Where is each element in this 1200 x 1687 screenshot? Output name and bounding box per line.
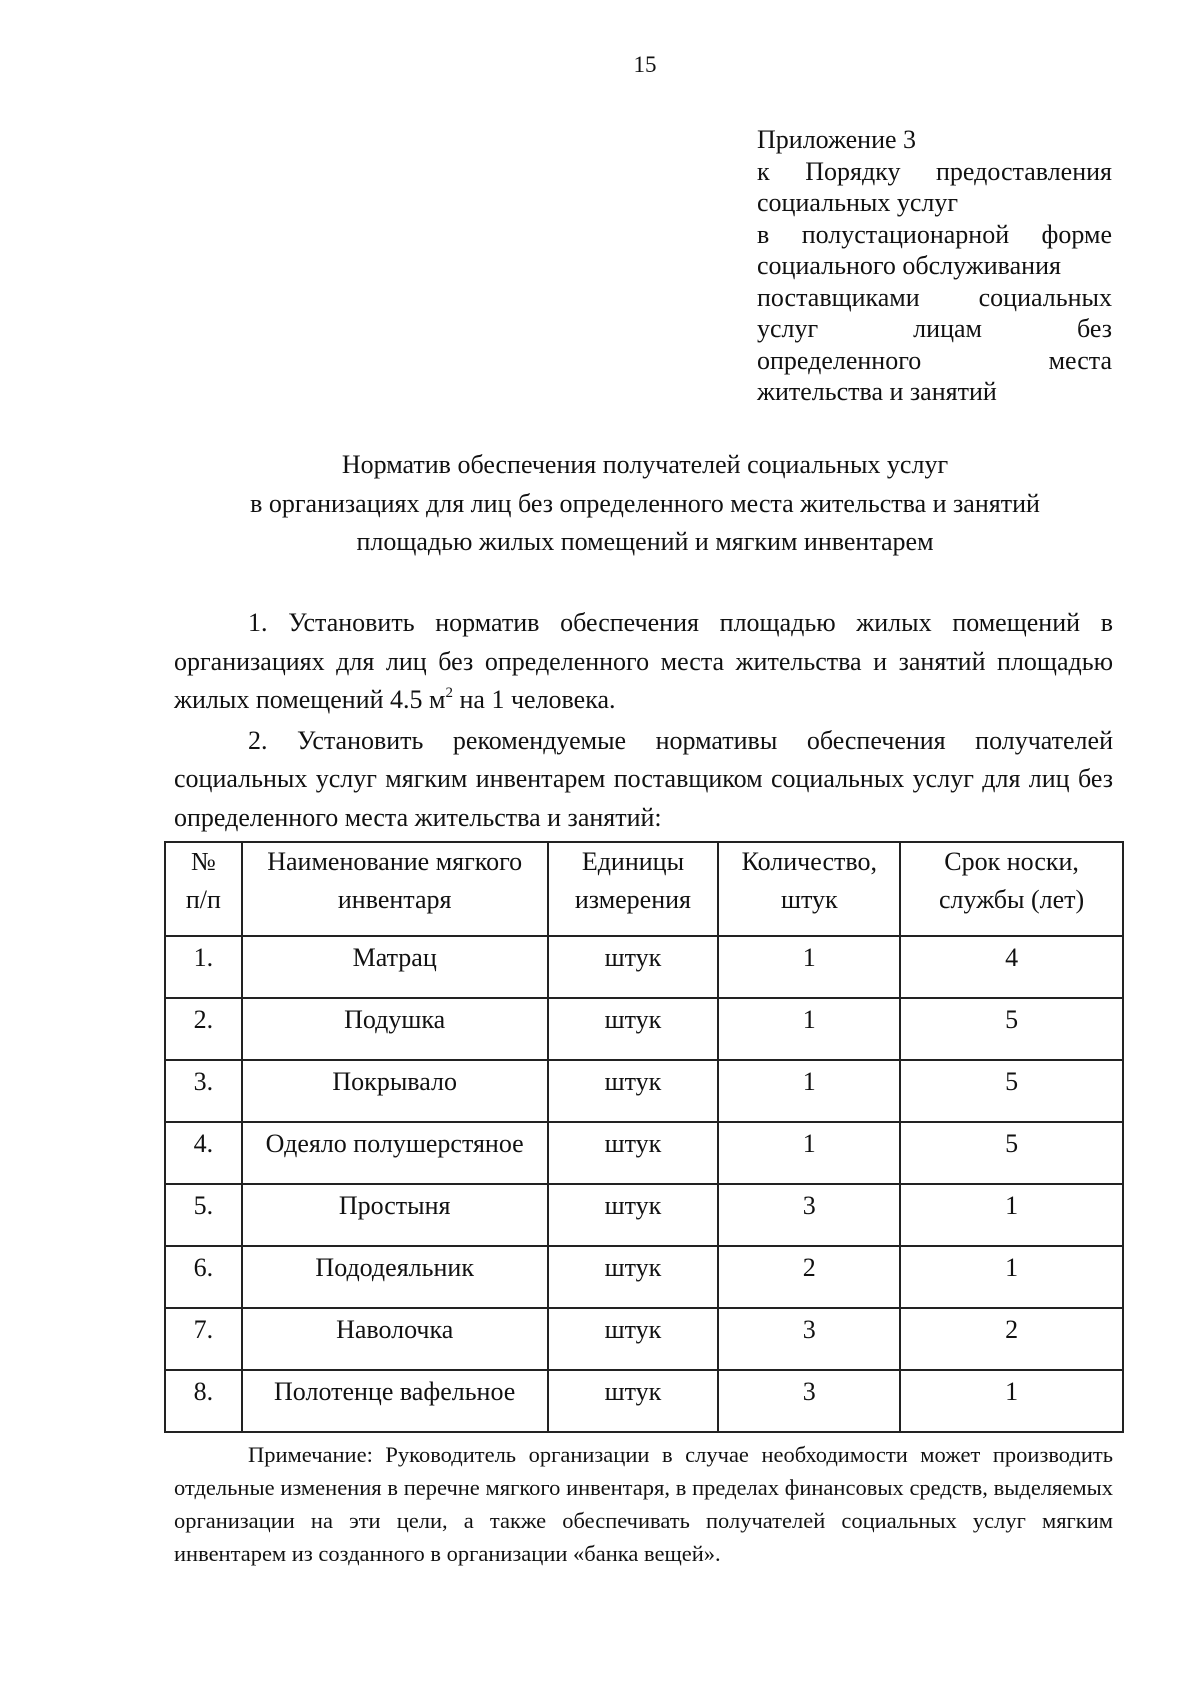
cell-qty: 1: [718, 936, 900, 998]
header-text: инвентаря: [337, 885, 452, 914]
appendix-line: социального обслуживания: [757, 251, 1061, 280]
table-row: [165, 1308, 1123, 1370]
table-row: [165, 936, 1123, 998]
cell-name: Наволочка: [242, 1308, 548, 1370]
cell-num: 1.: [165, 936, 242, 998]
cell-name: Полотенце вафельное: [242, 1370, 548, 1432]
inventory-table: [164, 841, 1124, 1433]
cell-unit: штук: [548, 936, 719, 998]
appendix-line: поставщиками социальных: [757, 282, 1112, 312]
table-row: [165, 1184, 1123, 1246]
cell-name: Подушка: [242, 998, 548, 1060]
cell-num: 4.: [165, 1122, 242, 1184]
header-qty: [718, 842, 900, 936]
header-unit: [548, 842, 719, 936]
cell-term: 2: [900, 1308, 1123, 1370]
cell-qty: 2: [718, 1246, 900, 1308]
table-row: [165, 1122, 1123, 1184]
table-row: [165, 1370, 1123, 1432]
header-term: [900, 842, 1123, 936]
cell-unit: штук: [548, 1060, 719, 1122]
cell-unit: штук: [548, 1184, 719, 1246]
header-text: Единицы: [581, 847, 685, 876]
cell-unit: штук: [548, 1370, 719, 1432]
cell-term: 5: [900, 1060, 1123, 1122]
cell-qty: 1: [718, 1122, 900, 1184]
appendix-line: социальных услуг: [757, 188, 959, 217]
note-text: Примечание: Руководитель организации в случае необходимости может производить отдельные изменения в перечне мягкого инвентаря, в пределах финансовых средств, выделяемых организации на эти цели, а также обеспечивать получателей социальных услуг мягким инвентарем из созданного в организации «банка вещей».: [174, 1442, 1113, 1566]
cell-qty: 1: [718, 1060, 900, 1122]
paragraph-1-tail: на 1 человека.: [453, 685, 616, 714]
header-text: №: [190, 847, 216, 876]
appendix-line: Приложение 3: [757, 125, 917, 154]
cell-unit: штук: [548, 1246, 719, 1308]
cell-name: Одеяло полушерстяное: [242, 1122, 548, 1184]
header-text: Наименование мягкого: [267, 847, 523, 876]
header-text: штук: [780, 885, 838, 914]
cell-num: 5.: [165, 1184, 242, 1246]
title-line: площадью жилых помещений и мягким инвентарем: [356, 527, 934, 556]
page-number: 15: [633, 52, 657, 77]
paragraph-1-text: 1. Установить норматив обеспечения площадью жилых помещений в организациях для лиц без определенного места жительства и занятий площадью жилых помещений 4.5 м: [174, 608, 1113, 714]
body-text: [174, 604, 1113, 839]
cell-qty: 1: [718, 998, 900, 1060]
cell-name: Покрывало: [242, 1060, 548, 1122]
header-text: Срок носки,: [944, 847, 1079, 876]
superscript: 2: [445, 685, 453, 701]
header-num: [165, 842, 242, 936]
cell-qty: 3: [718, 1184, 900, 1246]
header-text: п/п: [185, 885, 221, 914]
table-row: [165, 1246, 1123, 1308]
appendix-line: к Порядку предоставления: [757, 156, 1112, 186]
title-line: Норматив обеспечения получателей социальных услуг: [341, 450, 949, 479]
cell-num: 7.: [165, 1308, 242, 1370]
appendix-line: услуг лицам без: [757, 314, 1112, 343]
cell-num: 3.: [165, 1060, 242, 1122]
table-row: [165, 1060, 1123, 1122]
note: [174, 1438, 1113, 1570]
table-header-row: [165, 842, 1123, 936]
cell-term: 1: [900, 1246, 1123, 1308]
header-text: измерения: [574, 885, 692, 914]
cell-qty: 3: [718, 1308, 900, 1370]
cell-term: 5: [900, 1122, 1123, 1184]
cell-unit: штук: [548, 998, 719, 1060]
document-title: [150, 446, 1140, 562]
cell-term: 5: [900, 998, 1123, 1060]
paragraph-1: [174, 604, 1113, 720]
cell-num: 6.: [165, 1246, 242, 1308]
cell-unit: штук: [548, 1308, 719, 1370]
header-text: службы (лет): [939, 885, 1085, 914]
cell-term: 4: [900, 936, 1123, 998]
header-name: [242, 842, 548, 936]
cell-name: Пододеяльник: [242, 1246, 548, 1308]
header-text: Количество,: [741, 847, 877, 876]
appendix-header: [757, 124, 1112, 408]
appendix-line: жительства и занятий: [757, 377, 997, 406]
cell-name: Матрац: [242, 936, 548, 998]
cell-term: 1: [900, 1184, 1123, 1246]
cell-name: Простыня: [242, 1184, 548, 1246]
cell-num: 8.: [165, 1370, 242, 1432]
title-line: в организациях для лиц без определенного места жительства и занятий: [250, 488, 1040, 518]
paragraph-2: 2. Установить рекомендуемые нормативы обеспечения получателей социальных услуг мягким инвентарем поставщиком социальных услуг для лиц без определенного места жительства и занятий:: [174, 725, 1113, 832]
cell-term: 1: [900, 1370, 1123, 1432]
appendix-line: в полустационарной форме: [757, 219, 1112, 249]
cell-num: 2.: [165, 998, 242, 1060]
cell-qty: 3: [718, 1370, 900, 1432]
cell-unit: штук: [548, 1122, 719, 1184]
table-row: [165, 998, 1123, 1060]
appendix-line: определенного места: [757, 345, 1112, 375]
